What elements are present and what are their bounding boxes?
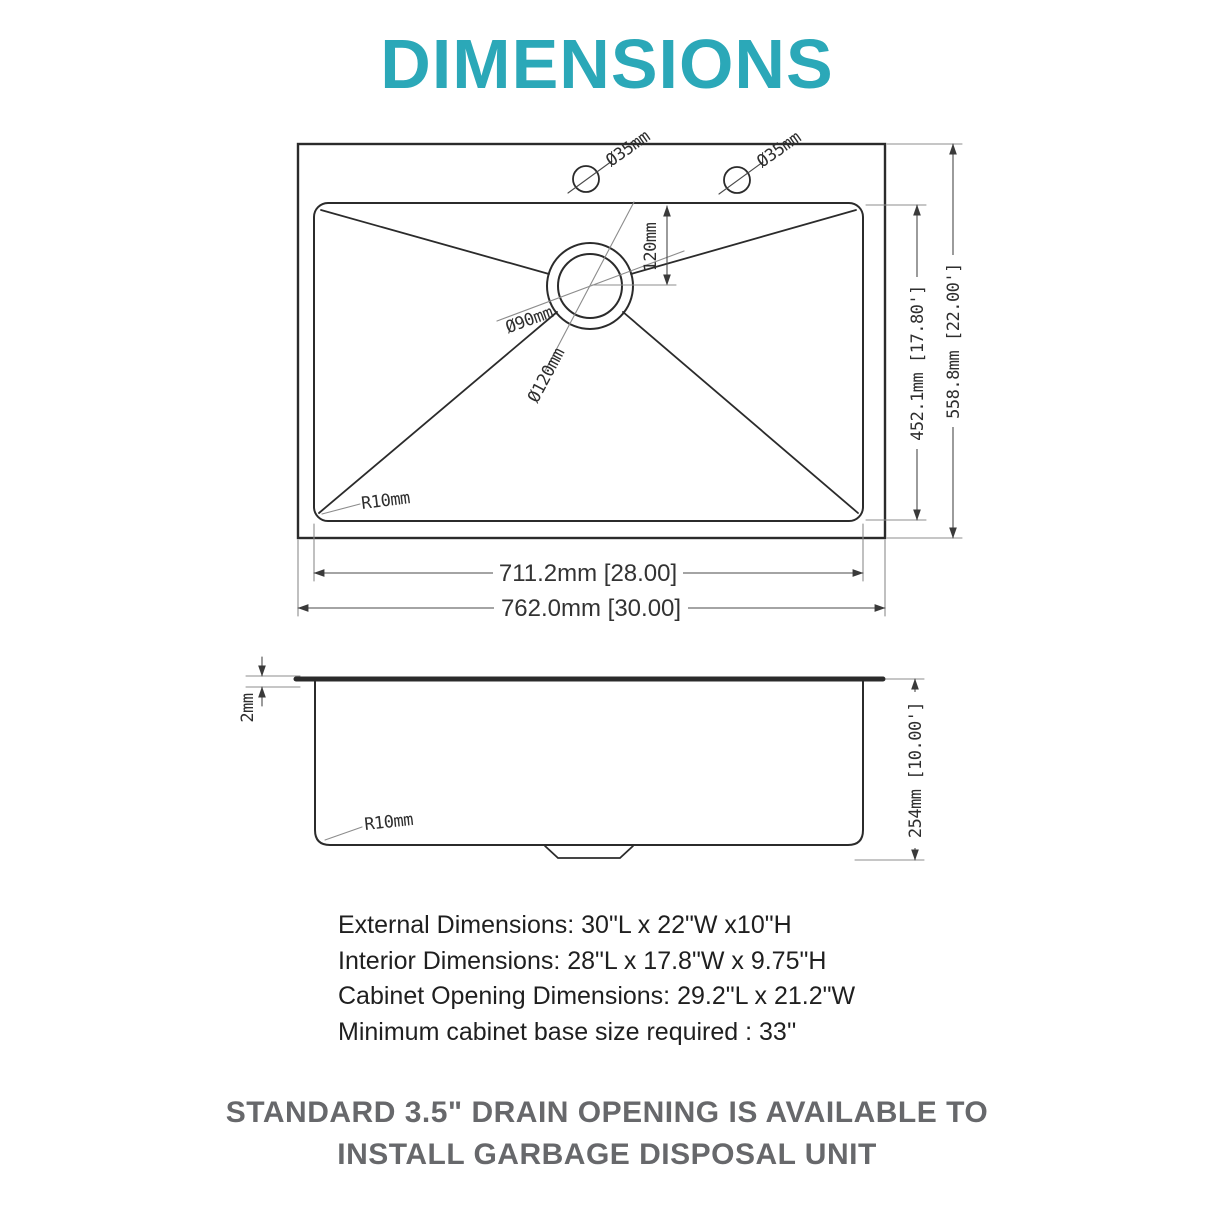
spec-interior-dimensions: Interior Dimensions: 28"L x 17.8"W x 9.75"H [338, 946, 827, 975]
faucet-hole-left [568, 161, 612, 193]
spec-external-dimensions: External Dimensions: 30"L x 22"W x10"H [338, 911, 792, 939]
side-drain-bump [545, 846, 633, 858]
inner-width-dimension [314, 524, 863, 587]
outer-width-label: 762.0mm [30.00] [500, 595, 682, 622]
side-corner-radius-leader [325, 827, 362, 840]
basin-slope-lines [319, 210, 858, 513]
height-label: 254mm [10.00'] [906, 701, 926, 839]
height-dimension [855, 679, 926, 860]
basin-inner-outline [314, 203, 863, 521]
drain-inner-diameter-label: Ø90mm [502, 302, 556, 339]
drain-offset-label: 120mm [641, 222, 661, 272]
inner-width-label: 711.2mm [28.00] [498, 560, 678, 587]
faucet-hole-right [719, 162, 763, 194]
faucet-left-label: Ø35mm [602, 126, 654, 172]
spec-cabinet-opening: Cabinet Opening Dimensions: 29.2"L x 21.2"W [338, 982, 856, 1010]
footer-line-2: INSTALL GARBAGE DISPOSAL UNIT [337, 1138, 877, 1171]
spec-minimum-cabinet-base: Minimum cabinet base size required : 33'' [338, 1017, 797, 1046]
side-view-drawing [238, 657, 926, 860]
faucet-right-label: Ø35mm [753, 127, 805, 173]
corner-radius-label-top: R10mm [360, 488, 411, 514]
corner-radius-label-side: R10mm [363, 809, 414, 835]
outer-depth-label: 558.8mm [22.00'] [944, 263, 964, 419]
footer-line-1: STANDARD 3.5" DRAIN OPENING IS AVAILABLE TO [225, 1096, 989, 1129]
top-view-drawing [298, 127, 964, 622]
spec-list [338, 908, 855, 1050]
page-title: DIMENSIONS [380, 25, 834, 103]
inner-depth-label: 452.1mm [17.80'] [908, 285, 928, 441]
inner-depth-dimension [866, 205, 928, 520]
drain-outer-diameter-label: Ø120mm [524, 345, 570, 407]
lip-thickness-label: 2mm [238, 693, 258, 723]
footer-note [0, 1092, 1214, 1176]
